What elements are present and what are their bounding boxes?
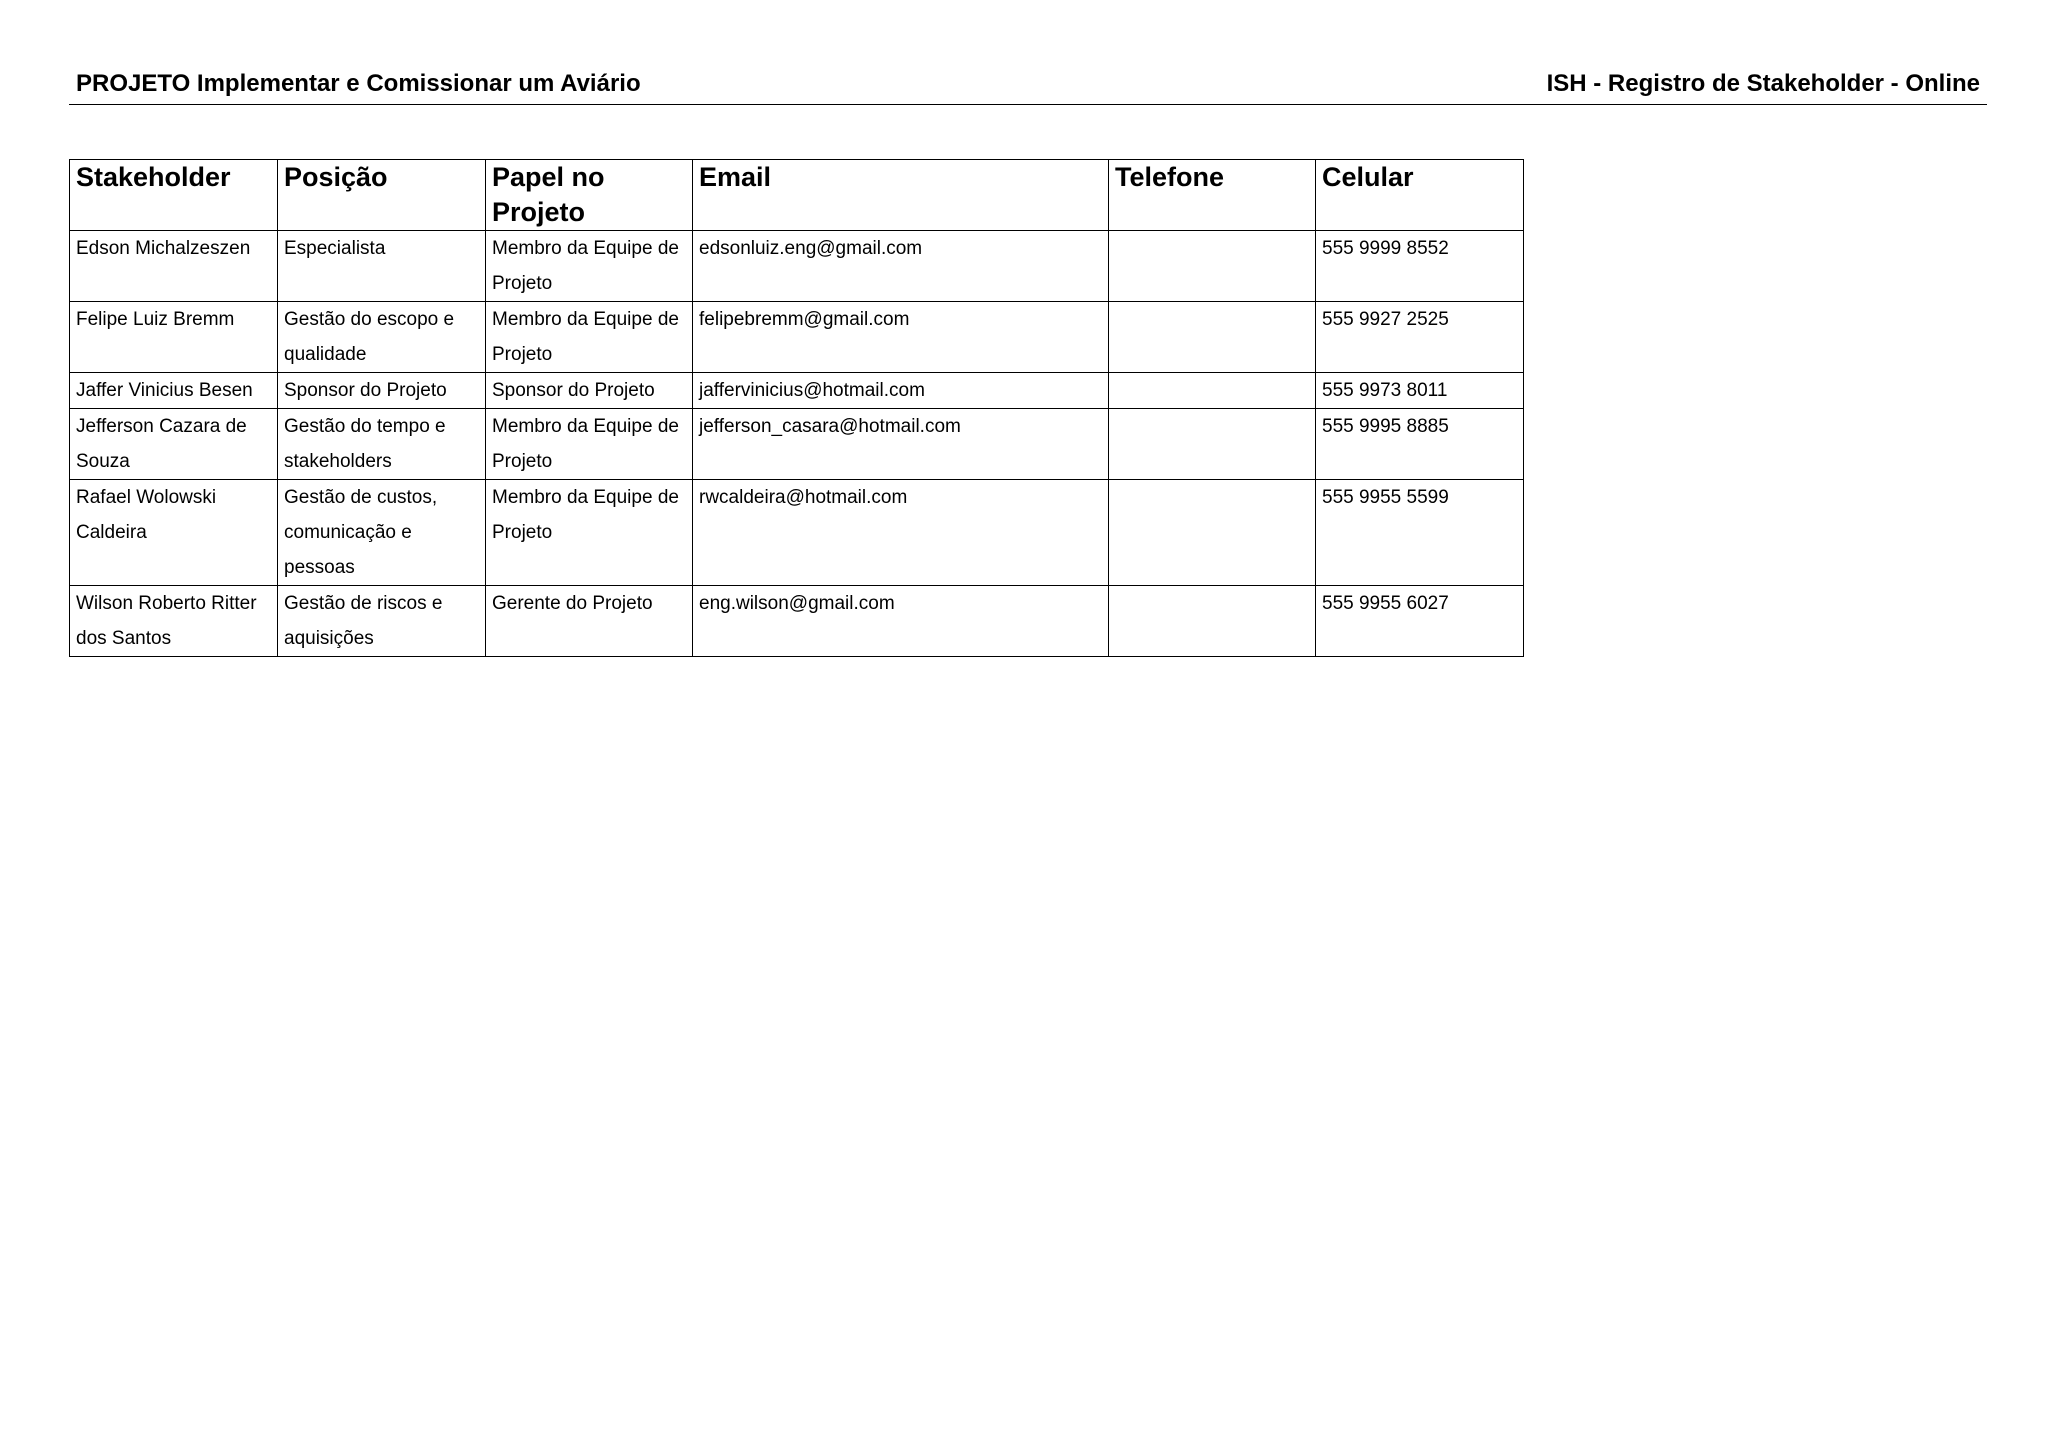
- cell-email: edsonluiz.eng@gmail.com: [693, 231, 1109, 302]
- cell-posicao: Especialista: [278, 231, 486, 302]
- cell-telefone: [1109, 302, 1316, 373]
- cell-stakeholder: Jaffer Vinicius Besen: [70, 373, 278, 409]
- table-row: [70, 302, 1524, 373]
- cell-papel: Sponsor do Projeto: [486, 373, 693, 409]
- column-header-telefone: Telefone: [1109, 160, 1316, 231]
- page-header: [69, 66, 1987, 105]
- cell-telefone: [1109, 373, 1316, 409]
- cell-celular: 555 9927 2525: [1316, 302, 1524, 373]
- column-header-papel: Papel no Projeto: [486, 160, 693, 231]
- cell-telefone: [1109, 586, 1316, 657]
- stakeholder-table: [69, 159, 1524, 657]
- cell-email: eng.wilson@gmail.com: [693, 586, 1109, 657]
- column-header-posicao: Posição: [278, 160, 486, 231]
- cell-telefone: [1109, 480, 1316, 586]
- column-header-celular: Celular: [1316, 160, 1524, 231]
- cell-papel: Membro da Equipe de Projeto: [486, 480, 693, 586]
- cell-papel: Membro da Equipe de Projeto: [486, 231, 693, 302]
- cell-celular: 555 9999 8552: [1316, 231, 1524, 302]
- project-title: PROJETO Implementar e Comissionar um Aviário: [76, 70, 641, 97]
- cell-papel: Membro da Equipe de Projeto: [486, 409, 693, 480]
- cell-stakeholder: Rafael Wolowski Caldeira: [70, 480, 278, 586]
- cell-posicao: Sponsor do Projeto: [278, 373, 486, 409]
- cell-posicao: Gestão do tempo e stakeholders: [278, 409, 486, 480]
- cell-email: felipebremm@gmail.com: [693, 302, 1109, 373]
- cell-papel: Gerente do Projeto: [486, 586, 693, 657]
- cell-posicao: Gestão de custos, comunicação e pessoas: [278, 480, 486, 586]
- cell-stakeholder: Edson Michalzeszen: [70, 231, 278, 302]
- cell-papel: Membro da Equipe de Projeto: [486, 302, 693, 373]
- column-header-stakeholder: Stakeholder: [70, 160, 278, 231]
- cell-stakeholder: Felipe Luiz Bremm: [70, 302, 278, 373]
- cell-email: jaffervinicius@hotmail.com: [693, 373, 1109, 409]
- cell-email: rwcaldeira@hotmail.com: [693, 480, 1109, 586]
- cell-celular: 555 9995 8885: [1316, 409, 1524, 480]
- cell-stakeholder: Wilson Roberto Ritter dos Santos: [70, 586, 278, 657]
- cell-celular: 555 9973 8011: [1316, 373, 1524, 409]
- column-header-email: Email: [693, 160, 1109, 231]
- cell-telefone: [1109, 231, 1316, 302]
- table-row: [70, 586, 1524, 657]
- cell-stakeholder: Jefferson Cazara de Souza: [70, 409, 278, 480]
- cell-telefone: [1109, 409, 1316, 480]
- cell-celular: 555 9955 5599: [1316, 480, 1524, 586]
- table-header-row: [70, 160, 1524, 231]
- table-row: [70, 480, 1524, 586]
- table-row: [70, 231, 1524, 302]
- cell-email: jefferson_casara@hotmail.com: [693, 409, 1109, 480]
- table-row: [70, 373, 1524, 409]
- cell-celular: 555 9955 6027: [1316, 586, 1524, 657]
- table-row: [70, 409, 1524, 480]
- cell-posicao: Gestão do escopo e qualidade: [278, 302, 486, 373]
- cell-posicao: Gestão de riscos e aquisições: [278, 586, 486, 657]
- document-title: ISH - Registro de Stakeholder - Online: [1546, 70, 1980, 97]
